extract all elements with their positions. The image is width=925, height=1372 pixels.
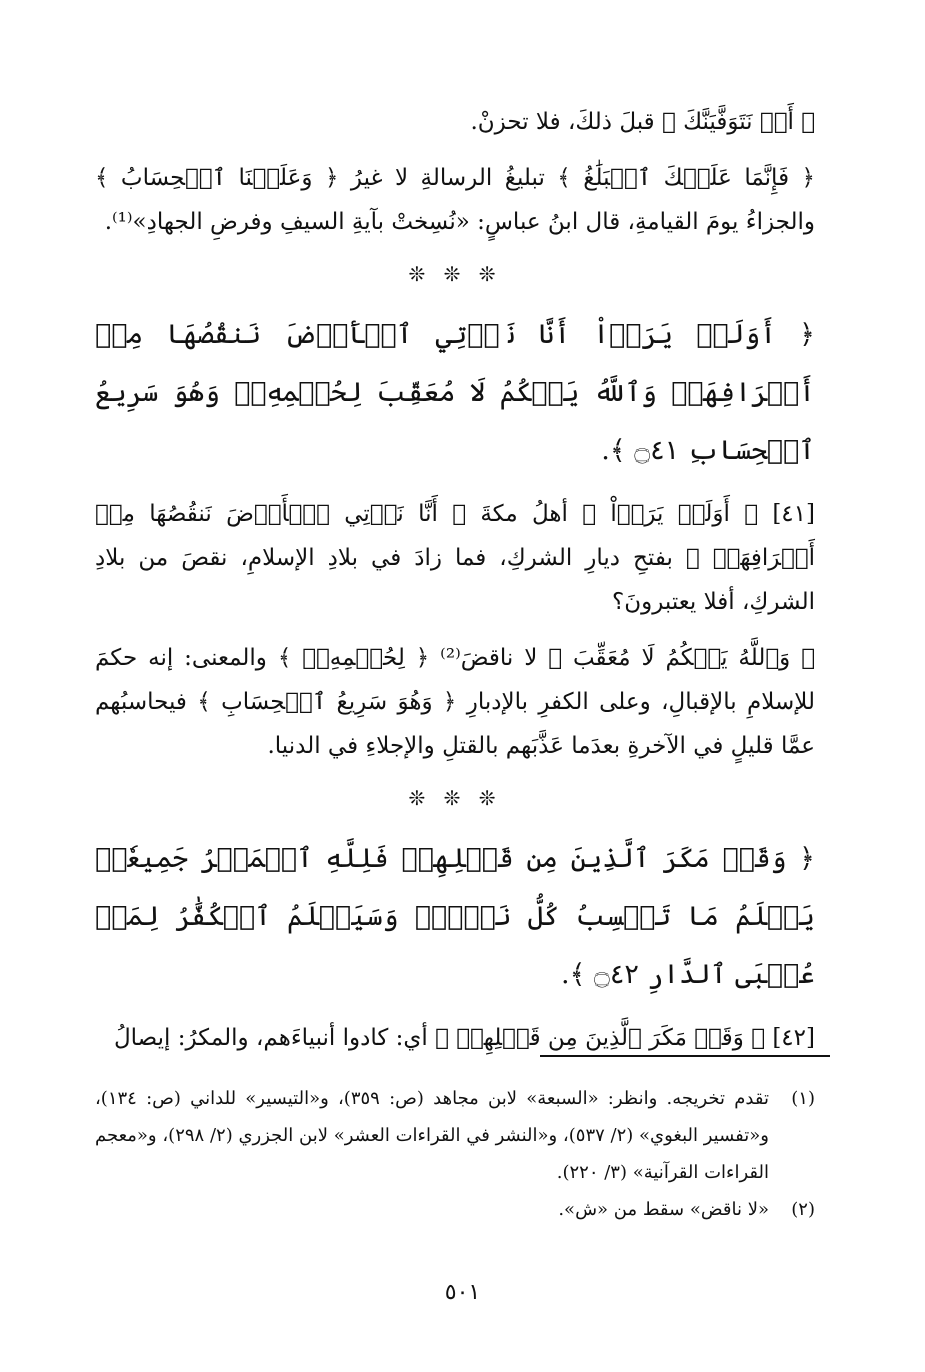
footnotes [95, 1080, 815, 1228]
page-number: ٥٠١ [444, 1280, 481, 1305]
tafsir-41-part1: [٤١] ﴿ أَوَلَمۡ يَرَوۡاْ ﴾ أهلُ مكةَ ﴿ أَنَّا نَأۡتِي ٱلۡأَرۡضَ نَنقُصُهَا مِنۡ أَطۡرَافِهَاۚ ﴾ بفتحِ ديارِ الشركِ، فما زادَ في بلادِ الإسلامِ، نقصَ من بلادِ الشركِ، أفلا يعتبرونَ؟ [95, 501, 815, 615]
verse-41: ﴿ أَوَلَمۡ يَرَوۡاْ أَنَّا نَأۡتِي ٱلۡأَرۡضَ نَنقُصُهَا مِنۡ أَطۡرَافِهَاۚ وَٱللَّهُ يَحۡكُمُ لَا مُعَقِّبَ لِحُكۡمِهِۦۚ وَهُوَ سَرِيعُ ٱلۡحِسَابِ ۝٤١ ﴾. [95, 319, 815, 466]
tafsir-42: [٤٢] ﴿ وَقَدۡ مَكَرَ ٱلَّذِينَ مِن قَبۡلِهِمۡ ﴾ أي: كادوا أنبياءَهم، والمكرُ: إيصالُ [113, 1025, 815, 1051]
page-body [95, 100, 815, 1072]
footnote-1 [95, 1080, 815, 1191]
paragraph-p1: ﴿ أَوۡ نَتَوَفَّيَنَّكَ ﴾ قبلَ ذلكَ، فلا تحزنْ. [470, 109, 815, 135]
section-separator: ❊ ❊ ❊ [408, 262, 502, 286]
footnote-1-text: تقدم تخريجه. وانظر: «السبعة» لابن مجاهد (ص: ٣٥٩)، و«التيسير» للداني (ص: ١٣٤)، و«تفسير البغوي» (٢/ ٥٣٧)، و«النشر في القراءات العشر» لابن الجزري (٢/ ٢٩٨)، و«معجم القراءات القرآنية» (٣/ ٢٢٠). [95, 1088, 769, 1183]
footnote-2-number: (٢) [791, 1199, 815, 1220]
footnote-1-number: (١) [791, 1088, 815, 1109]
footnote-divider [540, 1055, 830, 1057]
paragraph-p2: ﴿ فَإِنَّمَا عَلَيۡكَ ٱلۡبَلَٰغُ ﴾ تبليغُ الرسالةِ لا غيرُ ﴿ وَعَلَيۡنَا ٱلۡحِسَابُ ﴾ والجزاءُ يومَ القيامةِ، قال ابنُ عباسٍ: «نُسِختْ بآيةِ السيفِ وفرضِ الجهادِ»⁽¹⁾. [95, 165, 815, 235]
tafsir-41-part2: ﴿ وَٱللَّهُ يَحۡكُمُ لَا مُعَقِّبَ ﴾ لا ناقضَ⁽²⁾ ﴿ لِحُكۡمِهِۦۚ ﴾ والمعنى: إنه حكمَ للإسلامِ بالإقبالِ، وعلى الكفرِ بالإدبارِ ﴿ وَهُوَ سَرِيعُ ٱلۡحِسَابِ ﴾ فيحاسبُهم عمَّا قليلٍ في الآخرةِ بعدَما عَذَّبَهم بالقتلِ والإجلاءِ في الدنيا. [95, 645, 815, 759]
footnote-2 [95, 1191, 815, 1228]
section-separator: ❊ ❊ ❊ [408, 786, 502, 810]
verse-42: ﴿ وَقَدۡ مَكَرَ ٱلَّذِينَ مِن قَبۡلِهِمۡ فَلِلَّهِ ٱلۡمَكۡرُ جَمِيعٗاۖ يَعۡلَمُ مَا تَكۡسِبُ كُلُّ نَفۡسٖۗ وَسَيَعۡلَمُ ٱلۡكُفَّٰرُ لِمَنۡ عُقۡبَى ٱلدَّارِ ۝٤٢ ﴾. [95, 843, 815, 990]
footnote-2-text: «لا ناقض» سقط من «ش». [558, 1199, 769, 1220]
